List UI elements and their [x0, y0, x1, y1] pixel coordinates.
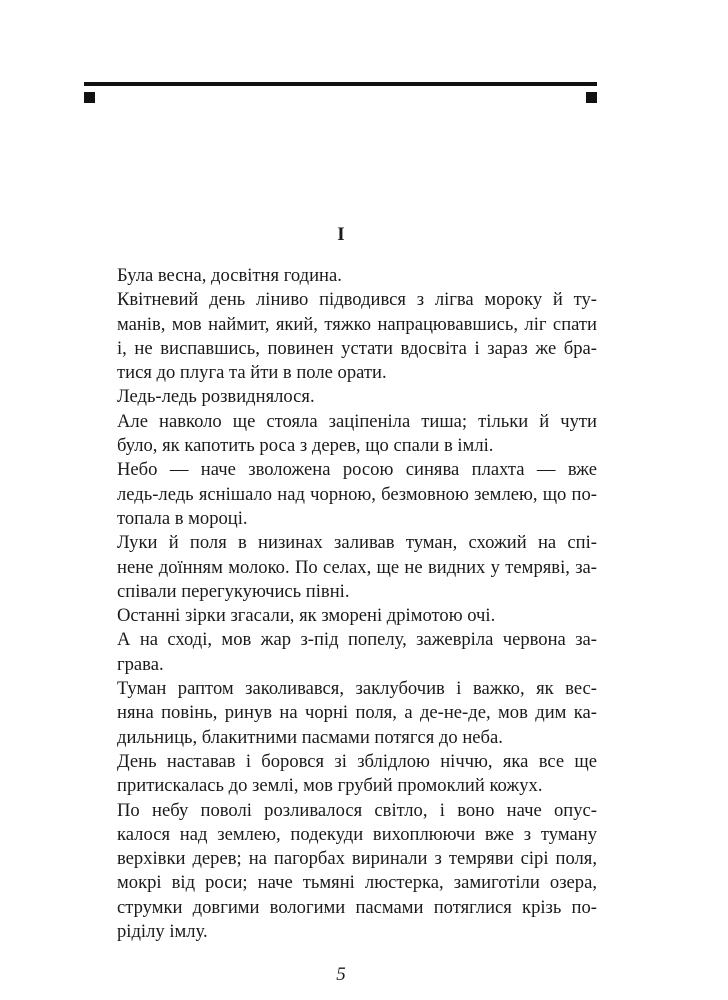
paragraph-line: нене доїнням молоко. По селах, ще не видних у темряві, за- [117, 556, 597, 578]
paragraph-line: співали перегукуючись півні. [117, 580, 350, 602]
paragraph-line: Небо — наче зволожена росою синява плахта — вже [117, 459, 597, 481]
paragraph-line: Але навколо ще стояла заціпеніла тиша; тільки й чути [117, 410, 597, 432]
header-left-square-ornament [84, 92, 95, 103]
paragraph-line: верхівки дерев; на пагорбах виринали з темряви сірі поля, [117, 848, 597, 870]
paragraph [84, 458, 597, 531]
paragraph-line: Останні зірки згасали, як зморені дрімотою очі. [117, 605, 496, 627]
body-text [84, 264, 597, 944]
paragraph [84, 264, 597, 288]
paragraph-line: топала в мороці. [117, 507, 248, 529]
paragraph [84, 410, 597, 459]
paragraph-line: ледь-ледь яснішало над чорною, безмовною землею, що по- [117, 483, 597, 505]
chapter-heading: I [337, 224, 345, 245]
paragraph-line: тися до плуга та йти в поле орати. [117, 362, 387, 384]
paragraph-line: Квітневий день ліниво підводився з лігва мороку й ту- [117, 289, 597, 311]
paragraph-line: дильниць, блакитними пасмами потягся до неба. [117, 726, 503, 748]
paragraph-line: і, не виспавшись, повинен устати вдосвіта і зараз же бра- [117, 337, 597, 359]
paragraph-line: ріділу імлу. [117, 921, 208, 943]
paragraph-line: Луки й поля в низинах заливав туман, схожий на спі- [117, 532, 597, 554]
paragraph [84, 750, 597, 799]
header-right-square-ornament [586, 92, 597, 103]
paragraph-line: няна повінь, ринув на чорні поля, а де-не-де, мов дим ка- [117, 702, 597, 724]
paragraph [84, 604, 597, 628]
paragraph [84, 799, 597, 945]
paragraph-line: День наставав і боровся зі зблідлою ніччю, яка все ще [117, 750, 597, 772]
paragraph-line: калося над землею, подекуди вихоплюючи вже з туману [117, 823, 597, 845]
paragraph-line: А на сході, мов жар з-під попелу, зажевріла червона за- [117, 629, 597, 651]
paragraph-line: манів, мов наймит, який, тяжко напрацювавшись, ліг спати [117, 313, 597, 335]
paragraph-line: притискалась до землі, мов грубий промоклий кожух. [117, 775, 543, 797]
paragraph-line: було, як капотить роса з дерев, що спали в імлі. [117, 435, 494, 457]
paragraph [84, 385, 597, 409]
paragraph-line: Була весна, досвітня година. [117, 265, 342, 286]
paragraph-line: грава. [117, 653, 164, 675]
paragraph-line: Туман раптом заколивався, заклубочив і важко, як вес- [117, 678, 597, 700]
paragraph [84, 531, 597, 604]
paragraph-line: мокрі від роси; наче тьмяні люстерка, замиготіли озера, [117, 872, 597, 894]
paragraph [84, 288, 597, 385]
paragraph-line: По небу поволі розливалося світло, і воно наче опус- [117, 799, 597, 821]
paragraph [84, 628, 597, 677]
page-number: 5 [336, 964, 346, 985]
paragraph-line: струмки довгими вологими пасмами потяглися крізь по- [117, 896, 597, 918]
paragraph-line: Ледь-ледь розвиднялося. [117, 386, 315, 408]
header-rule [84, 82, 597, 86]
paragraph [84, 677, 597, 750]
